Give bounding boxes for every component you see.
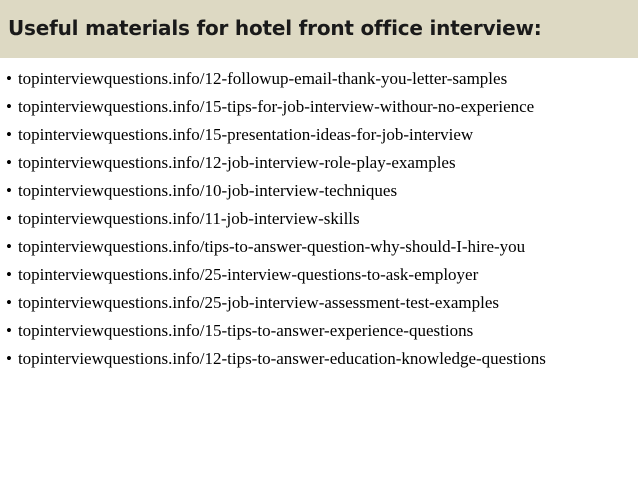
link-text[interactable]: topinterviewquestions.info/15-tips-to-answer-experience-questions (17, 321, 474, 340)
bullet-icon: • (6, 321, 12, 340)
bullet-icon: • (6, 349, 12, 368)
link-text[interactable]: topinterviewquestions.info/11-job-interview-skills (17, 209, 360, 228)
bullet-icon: • (6, 97, 12, 116)
list-item (6, 317, 546, 345)
link-text[interactable]: topinterviewquestions.info/12-tips-to-answer-education-knowledge-questions (17, 349, 546, 368)
bullet-icon: • (6, 125, 12, 144)
list-item (6, 177, 546, 205)
list-item (6, 345, 546, 373)
bullet-icon: • (6, 153, 12, 172)
link-text[interactable]: topinterviewquestions.info/12-job-interview-role-play-examples (17, 153, 456, 172)
bullet-icon: • (6, 209, 12, 228)
link-text[interactable]: topinterviewquestions.info/tips-to-answer-question-why-should-I-hire-you (17, 237, 526, 256)
bullet-icon: • (6, 181, 12, 200)
link-text[interactable]: topinterviewquestions.info/15-presentation-ideas-for-job-interview (17, 125, 474, 144)
link-text[interactable]: topinterviewquestions.info/10-job-interview-techniques (17, 181, 398, 200)
page-title: Useful materials for hotel front office interview: (8, 16, 542, 40)
list-item (6, 121, 546, 149)
bullet-icon: • (6, 265, 12, 284)
link-text[interactable]: topinterviewquestions.info/25-job-interview-assessment-test-examples (17, 293, 500, 312)
list-item (6, 93, 546, 121)
header-bar (0, 0, 638, 58)
link-text[interactable]: topinterviewquestions.info/15-tips-for-job-interview-withour-no-experience (17, 97, 535, 116)
materials-list (6, 65, 546, 373)
list-item (6, 65, 546, 93)
bullet-icon: • (6, 69, 12, 88)
list-item (6, 149, 546, 177)
bullet-icon: • (6, 293, 12, 312)
list-item (6, 289, 546, 317)
list-item (6, 205, 546, 233)
link-text[interactable]: topinterviewquestions.info/12-followup-email-thank-you-letter-samples (17, 69, 508, 88)
list-item (6, 233, 546, 261)
list-item (6, 261, 546, 289)
bullet-icon: • (6, 237, 12, 256)
link-text[interactable]: topinterviewquestions.info/25-interview-questions-to-ask-employer (17, 265, 479, 284)
